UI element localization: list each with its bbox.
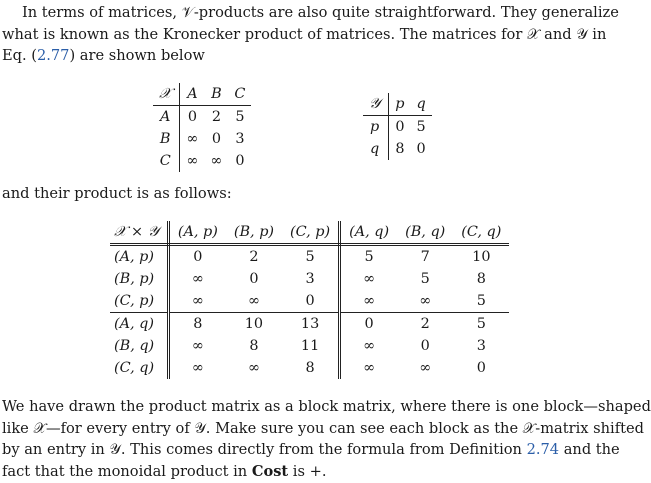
matrix-x-col-header: C — [228, 83, 251, 106]
matrix-y-table — [363, 93, 432, 160]
cell: ∞ — [419, 293, 432, 309]
cell: 0 — [187, 109, 197, 125]
table-row — [110, 335, 509, 357]
row-label: (B, p) — [110, 268, 168, 290]
cell: 7 — [420, 249, 430, 265]
cell: 5 — [453, 313, 509, 336]
table-row — [110, 313, 509, 336]
outro-line-2: like 𝒳—for every entry of 𝒴. Make sure you can see each block as the 𝒳-matrix shifted — [2, 419, 644, 437]
cell: ∞ — [191, 360, 204, 376]
cell: 0 — [420, 338, 430, 354]
row-label: B — [153, 128, 180, 150]
cell: ∞ — [186, 131, 199, 147]
matrix-y-col-header: p — [389, 93, 411, 116]
table-row — [110, 245, 509, 269]
middle-paragraph — [2, 183, 588, 205]
product-col-header: (C, p) — [282, 221, 340, 245]
cell: ∞ — [186, 153, 199, 169]
row-label: A — [153, 106, 180, 129]
cell: ∞ — [419, 360, 432, 376]
cell: 5 — [282, 245, 340, 269]
cell: ∞ — [363, 271, 376, 287]
product-col-header: (A, p) — [168, 221, 225, 245]
row-label: (C, q) — [110, 357, 168, 379]
table-row — [363, 116, 432, 139]
outro-line-3: by an entry in 𝒴. This comes directly from the formula from Definition 2.74 and the — [2, 441, 620, 458]
cell: 0 — [340, 313, 397, 336]
cell: ∞ — [247, 360, 260, 376]
cell: 5 — [416, 119, 426, 135]
cell: ∞ — [191, 271, 204, 287]
cell: 8 — [395, 141, 405, 157]
cell: 8 — [476, 271, 486, 287]
cell: ∞ — [363, 293, 376, 309]
outro-paragraph — [2, 396, 651, 482]
product-col-header: (B, q) — [397, 221, 453, 245]
intro-line-2: what is known as the Kronecker product of matrices. The matrices for 𝒳 and 𝒴 in — [2, 25, 607, 43]
cell: 10 — [472, 249, 491, 265]
cell: 0 — [476, 360, 486, 376]
cell: 8 — [168, 313, 225, 336]
product-matrix-table — [110, 221, 509, 379]
cost-term: Cost — [251, 462, 289, 480]
cell: 3 — [235, 131, 245, 147]
product-col-header: (B, p) — [226, 221, 282, 245]
row-label: (B, q) — [110, 335, 168, 357]
matrix-x-col-header: A — [180, 83, 205, 106]
cell: 0 — [282, 290, 340, 313]
matrix-y-corner: 𝒴 — [363, 93, 389, 116]
matrix-y-col-header: q — [411, 93, 432, 116]
cell: 0 — [395, 119, 405, 135]
table-row — [110, 357, 509, 379]
cell: 0 — [249, 271, 259, 287]
cell: ∞ — [247, 293, 260, 309]
row-label: q — [363, 138, 389, 160]
product-corner: 𝒳 × 𝒴 — [110, 221, 168, 245]
matrix-x-col-header: B — [204, 83, 228, 106]
table-row — [153, 150, 251, 172]
cell: ∞ — [363, 338, 376, 354]
row-label: p — [363, 116, 389, 139]
cell: 8 — [282, 357, 340, 379]
cell: ∞ — [191, 293, 204, 309]
matrix-x-table — [153, 83, 251, 172]
table-row — [153, 106, 251, 129]
intro-paragraph — [2, 2, 619, 67]
cell: ∞ — [210, 153, 223, 169]
cell: 0 — [416, 141, 426, 157]
table-row — [110, 268, 509, 290]
table-row — [363, 138, 432, 160]
cell: 2 — [249, 249, 259, 265]
equation-link[interactable]: 2.77 — [36, 47, 70, 64]
cell: 5 — [235, 109, 245, 125]
cell: 0 — [235, 153, 245, 169]
row-label: C — [153, 150, 180, 172]
table-row — [110, 290, 509, 313]
cell: 11 — [282, 335, 340, 357]
cell: 3 — [476, 338, 486, 354]
cell: ∞ — [363, 360, 376, 376]
cell: 0 — [193, 249, 203, 265]
cell: 5 — [364, 249, 374, 265]
middle-line: and their product is as follows: — [2, 185, 232, 202]
cell: 5 — [420, 271, 430, 287]
matrix-x-corner: 𝒳 — [153, 83, 180, 106]
cell: ∞ — [191, 338, 204, 354]
cell: 3 — [282, 268, 340, 290]
cell: 2 — [211, 109, 221, 125]
row-label: (A, p) — [110, 245, 168, 269]
cell: 0 — [211, 131, 221, 147]
intro-line-3: Eq. (2.77) are shown below — [2, 47, 205, 64]
row-label: (C, p) — [110, 290, 168, 313]
outro-line-4: fact that the monoidal product in Cost is +. — [2, 462, 327, 480]
cell: 8 — [249, 338, 259, 354]
product-col-header: (C, q) — [453, 221, 509, 245]
cell: 13 — [282, 313, 340, 336]
row-label: (A, q) — [110, 313, 168, 336]
product-col-header: (A, q) — [340, 221, 397, 245]
definition-link[interactable]: 2.74 — [526, 441, 560, 458]
cell: 5 — [476, 293, 486, 309]
outro-line-1: We have drawn the product matrix as a block matrix, where there is one block—shaped — [2, 398, 651, 415]
cell: 2 — [397, 313, 453, 336]
intro-line-1: In terms of matrices, 𝒱-products are also quite straightforward. They generalize — [22, 4, 619, 21]
cell: 10 — [226, 313, 282, 336]
table-row — [153, 128, 251, 150]
